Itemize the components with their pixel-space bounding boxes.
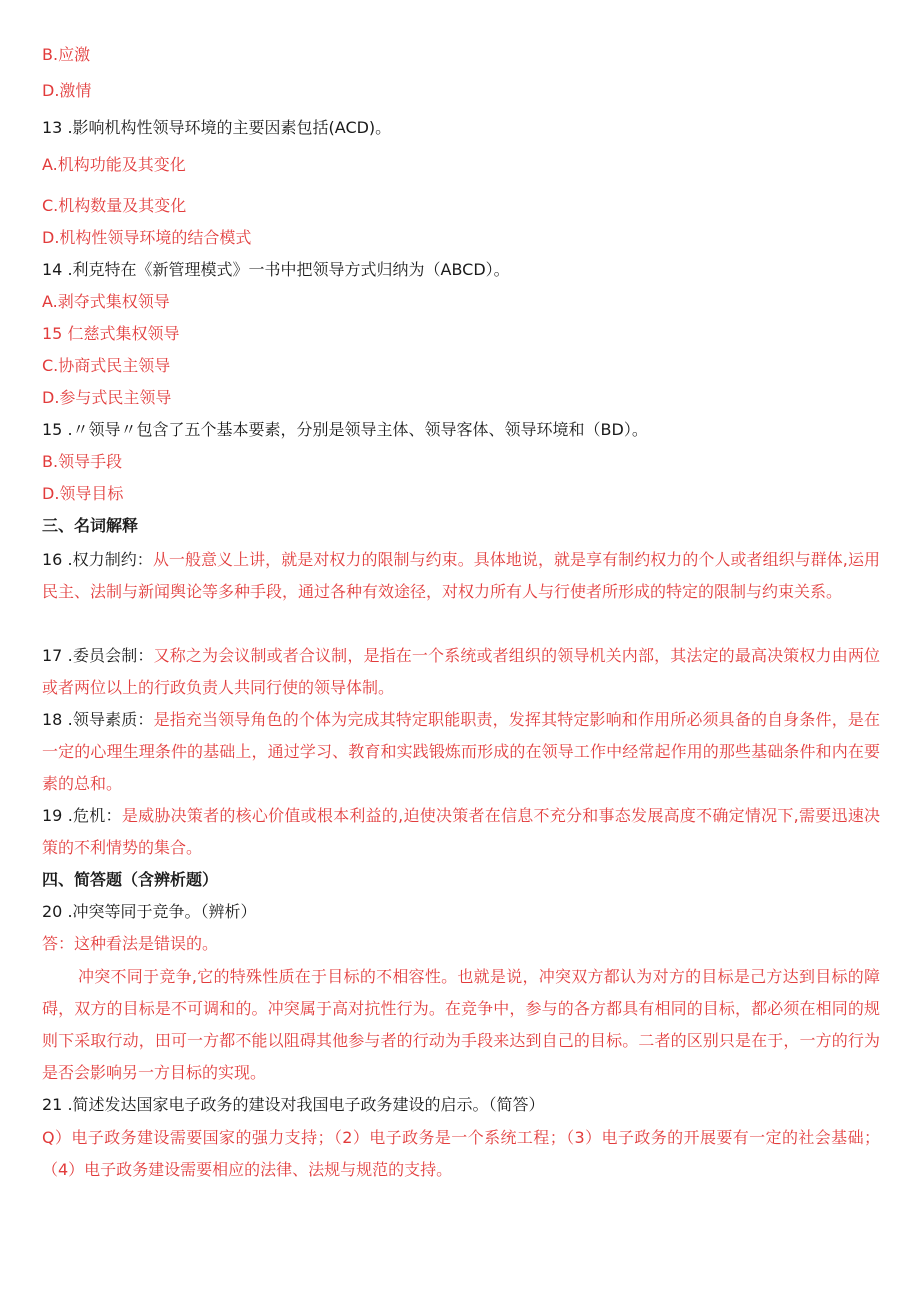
term-16 xyxy=(42,544,880,608)
section-4-heading: 四、简答题（含辨析题） xyxy=(42,870,219,889)
q14-option-c: C.协商式民主领导 xyxy=(42,356,171,375)
term-19-label: 19 .危机： xyxy=(42,806,122,825)
term-19 xyxy=(42,800,880,864)
q14-option-b: 15 仁慈式集权领导 xyxy=(42,324,180,343)
term-18-definition: 是指充当领导角色的个体为完成其特定职能职责，发挥其特定影响和作用所必须具备的自身条件，是在一定的心理生理条件的基础上，通过学习、教育和实践锻炼而形成的在领导工作中经常起作用的那些基础条件和内在要素的总和。 xyxy=(42,710,880,793)
question-15: 15 .〃领导〃包含了五个基本要素，分别是领导主体、领导客体、领导环境和（BD）。 xyxy=(42,420,648,439)
option-d-passion: D.激情 xyxy=(42,81,92,100)
q15-option-d: D.领导目标 xyxy=(42,484,124,503)
question-21: 21 .简述发达国家电子政务的建设对我国电子政务建设的启示。（简答） xyxy=(42,1095,545,1114)
term-18 xyxy=(42,704,880,800)
option-b-stress: B.应激 xyxy=(42,45,91,64)
q21-answer: Q）电子政务建设需要国家的强力支持；（2）电子政务是一个系统工程；（3）电子政务的开展要有一定的社会基础；（4）电子政务建设需要相应的法律、法规与规范的支持。 xyxy=(42,1128,880,1179)
q14-option-a: A.剥夺式集权领导 xyxy=(42,292,170,311)
section-3-heading: 三、名词解释 xyxy=(42,516,139,535)
question-14: 14 .利克特在《新管理模式》一书中把领导方式归纳为（ABCD）。 xyxy=(42,260,510,279)
q15-option-b: B.领导手段 xyxy=(42,452,123,471)
q14-option-d: D.参与式民主领导 xyxy=(42,388,172,407)
q13-option-d: D.机构性领导环境的结合模式 xyxy=(42,228,252,247)
q13-option-c: C.机构数量及其变化 xyxy=(42,196,187,215)
term-16-definition: 从一般意义上讲，就是对权力的限制与约束。具体地说，就是享有制约权力的个人或者组织与群体,运用民主、法制与新闻舆论等多种手段，通过各种有效途径，对权力所有人与行使者所形成的特定的限制与约束关系。 xyxy=(42,550,880,601)
term-16-label: 16 .权力制约： xyxy=(42,550,153,569)
question-20: 20 .冲突等同于竞争。（辨析） xyxy=(42,902,257,921)
term-17 xyxy=(42,640,880,704)
term-18-label: 18 .领导素质： xyxy=(42,710,154,729)
term-17-definition: 又称之为会议制或者合议制，是指在一个系统或者组织的领导机关内部，其法定的最高决策权力由两位或者两位以上的行政负责人共同行使的领导体制。 xyxy=(42,646,880,697)
term-19-definition: 是威胁决策者的核心价值或根本利益的,迫使决策者在信息不充分和事态发展高度不确定情况下,需要迅速决策的不利情势的集合。 xyxy=(42,806,880,857)
q13-option-a: A.机构功能及其变化 xyxy=(42,155,186,174)
q20-answer: 答：这种看法是错误的。 xyxy=(42,934,219,953)
q20-explanation: 冲突不同于竞争,它的特殊性质在于目标的不相容性。也就是说，冲突双方都认为对方的目标是己方达到目标的障碍，双方的目标是不可调和的。冲突属于高对抗性行为。在竞争中，参与的各方都具有相同的目标，都必须在相同的规则下采取行动，田可一方都不能以阻碍其他参与者的行动为手段来达到自己的目标。二者的区别只是在于，一方的行为是否会影响另一方目标的实现。 xyxy=(42,967,880,1082)
term-17-label: 17 .委员会制： xyxy=(42,646,154,665)
question-13: 13 .影响机构性领导环境的主要因素包括(ACD)。 xyxy=(42,118,392,137)
